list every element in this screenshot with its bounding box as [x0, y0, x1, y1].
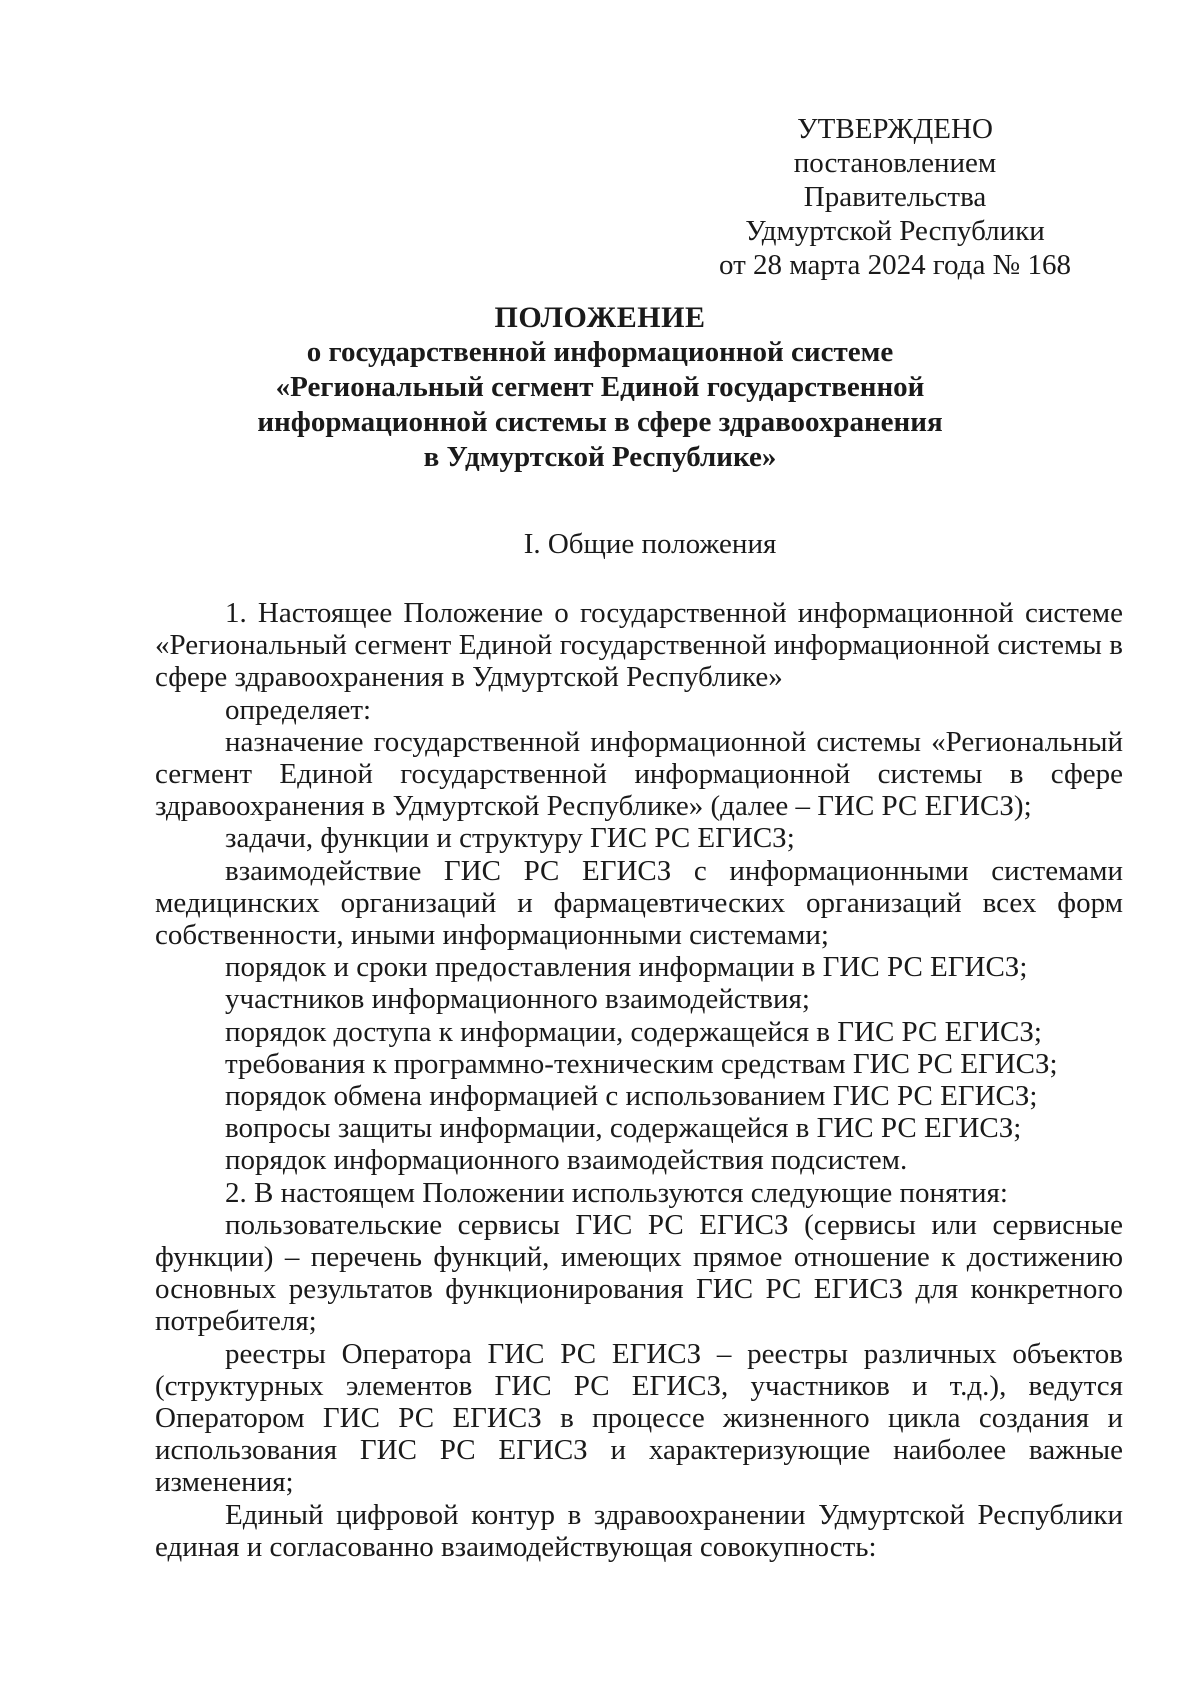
approval-stamp-block [700, 112, 1090, 282]
paragraph: участников информационного взаимодействия; [225, 983, 810, 1016]
paragraph: порядок обмена информацией с использованием ГИС РС ЕГИСЗ; [225, 1080, 1038, 1113]
paragraph: Единый цифровой контур в здравоохранении Удмуртской Республики единая и согласованно взаимодействующая совокупность: [155, 1498, 1123, 1563]
paragraph: порядок и сроки предоставления информации в ГИС РС ЕГИСЗ; [225, 951, 1028, 984]
paragraph: порядок доступа к информации, содержащейся в ГИС РС ЕГИСЗ; [225, 1015, 1042, 1048]
paragraph: задачи, функции и структуру ГИС РС ЕГИСЗ; [225, 822, 795, 855]
paragraph: 1. Настоящее Положение о государственной информационной системе «Региональный сегмент Единой государственной информационной системы в сфере здравоохранения в Удмуртской Республике» [155, 597, 1123, 694]
document-title [150, 300, 1050, 475]
approval-heading: УТВЕРЖДЕНО [797, 113, 993, 145]
approval-line-date-number: от 28 марта 2024 года № 168 [719, 249, 1071, 281]
document-title-line: «Региональный сегмент Единой государственной [275, 371, 925, 403]
section-heading: I. Общие положения [523, 528, 777, 560]
paragraph: реестры Оператора ГИС РС ЕГИСЗ – реестры различных объектов (структурных элементов ГИС РС ЕГИСЗ, участников и т.д.), ведутся Оператором ГИС РС ЕГИСЗ в процессе жизненного цикла создания и использования ГИС РС ЕГИСЗ и характеризующие наиболее важные изменения; [155, 1337, 1123, 1499]
paragraph: пользовательские сервисы ГИС РС ЕГИСЗ (сервисы или сервисные функции) – перечень функций, имеющих прямое отношение к достижению основных результатов функционирования ГИС РС ЕГИСЗ для конкретного потребителя; [155, 1208, 1123, 1338]
document-title-line: информационной системы в сфере здравоохранения [257, 406, 943, 438]
paragraph: взаимодействие ГИС РС ЕГИСЗ с информационными системами медицинских организаций и фармацевтических организаций всех форм собственности, иными информационными системами; [155, 854, 1123, 952]
paragraph: 2. В настоящем Положении используются следующие понятия: [225, 1176, 1008, 1209]
paragraph: порядок информационного взаимодействия подсистем. [225, 1144, 908, 1177]
paragraph: вопросы защиты информации, содержащейся в ГИС РС ЕГИСЗ; [225, 1112, 1022, 1145]
document-title-line: в Удмуртской Республике» [423, 441, 777, 473]
document-title-main: ПОЛОЖЕНИЕ [494, 301, 706, 334]
document-title-line: о государственной информационной системе [306, 336, 894, 368]
paragraph: определяет: [225, 693, 372, 726]
paragraph: назначение государственной информационной системы «Региональный сегмент Единой государственной информационной системы в сфере здравоохранения в Удмуртской Республике» (далее – ГИС РС ЕГИСЗ); [155, 725, 1123, 823]
approval-line-republic: Удмуртской Республики [745, 215, 1045, 247]
paragraph: требования к программно-техническим средствам ГИС РС ЕГИСЗ; [225, 1047, 1058, 1080]
document-body [155, 597, 1123, 1563]
approval-line-resolution: постановлением Правительства [793, 147, 997, 213]
